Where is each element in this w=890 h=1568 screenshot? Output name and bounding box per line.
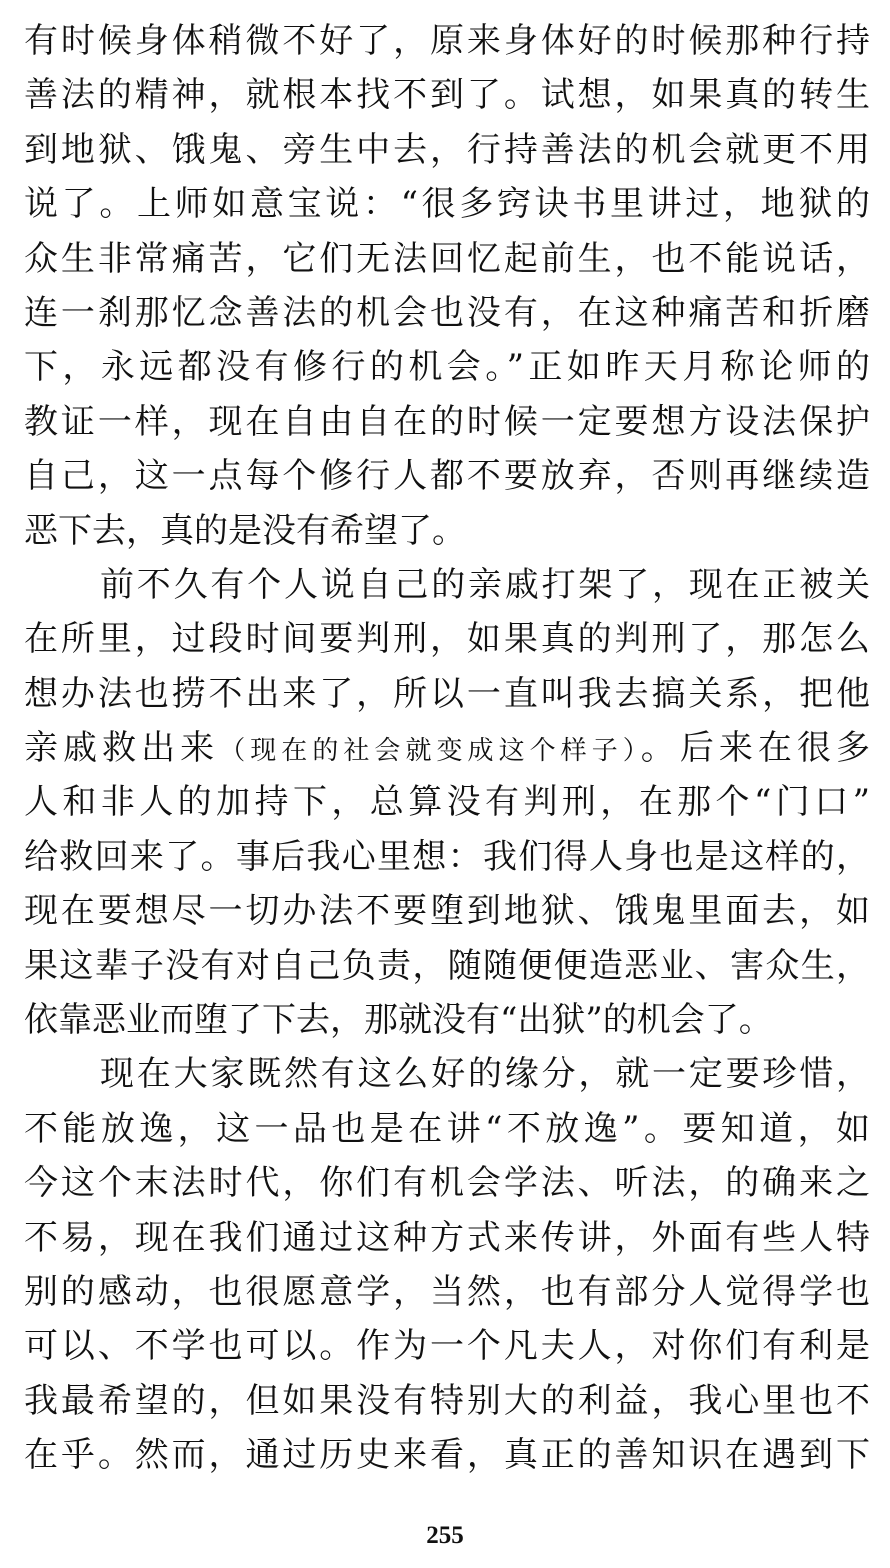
text-line: 恶下去，真的是没有希望了。 bbox=[24, 510, 466, 551]
text-line: 别的感动，也很愿意学，当然，也有部分人觉得学也 bbox=[24, 1271, 870, 1312]
text-line: 说了。上师如意宝说：“很多窍诀书里讲过，地狱的 bbox=[24, 184, 870, 225]
text-line: 教证一样，现在自由自在的时候一定要想方设法保护 bbox=[24, 401, 870, 442]
text-segment: 。后来在很多 bbox=[640, 728, 870, 769]
text-line: 现在大家既然有这么好的缘分，就一定要珍惜， bbox=[100, 1054, 870, 1095]
text-line: 依靠恶业而堕了下去，那就没有“出狱”的机会了。 bbox=[24, 1000, 773, 1041]
text-line: 在乎。然而，通过历史来看，真正的善知识在遇到下 bbox=[24, 1435, 870, 1476]
text-line: 有时候身体稍微不好了，原来身体好的时候那种行持 bbox=[24, 21, 870, 61]
text-line: 给救回来了。事后我心里想：我们得人身也是这样的， bbox=[24, 836, 870, 877]
text-line-with-note bbox=[24, 721, 870, 775]
text-line: 连一刹那忆念善法的机会也没有，在这种痛苦和折磨 bbox=[24, 292, 870, 333]
text-line: 想办法也捞不出来了，所以一直叫我去搞关系，把他 bbox=[24, 673, 870, 714]
text-line: 今这个末法时代，你们有机会学法、听法，的确来之 bbox=[24, 1163, 870, 1204]
text-line: 现在要想尽一切办法不要堕到地狱、饿鬼里面去，如 bbox=[24, 891, 870, 932]
text-line: 下，永远都没有修行的机会。”正如昨天月称论师的 bbox=[24, 347, 870, 388]
text-line: 众生非常痛苦，它们无法回忆起前生，也不能说话， bbox=[24, 238, 870, 279]
body-text bbox=[24, 14, 870, 1483]
text-line: 到地狱、饿鬼、旁生中去，行持善法的机会就更不用 bbox=[24, 129, 870, 170]
text-line: 前不久有个人说自己的亲戚打架了，现在正被关 bbox=[100, 564, 870, 605]
page-number: 255 bbox=[426, 1522, 464, 1549]
text-line: 不能放逸，这一品也是在讲“不放逸”。要知道，如 bbox=[24, 1108, 870, 1149]
text-line: 在所里，过段时间要判刑，如果真的判刑了，那怎么 bbox=[24, 619, 870, 660]
text-line: 可以、不学也可以。作为一个凡夫人，对你们有利是 bbox=[24, 1326, 870, 1367]
text-line: 我最希望的，但如果没有特别大的利益，我心里也不 bbox=[24, 1380, 870, 1421]
text-segment: 亲戚救出来 bbox=[24, 728, 220, 769]
text-line: 善法的精神，就根本找不到了。试想，如果真的转生 bbox=[24, 75, 870, 116]
text-line: 自己，这一点每个修行人都不要放弃，否则再继续造 bbox=[24, 456, 870, 497]
text-line: 果这辈子没有对自己负责，随随便便造恶业、害众生， bbox=[24, 945, 870, 986]
text-line: 人和非人的加持下，总算没有判刑，在那个“门口” bbox=[24, 782, 870, 823]
inline-note: （现在的社会就变成这个样子） bbox=[219, 736, 641, 767]
text-line: 不易，现在我们通过这种方式来传讲，外面有些人特 bbox=[24, 1217, 870, 1258]
